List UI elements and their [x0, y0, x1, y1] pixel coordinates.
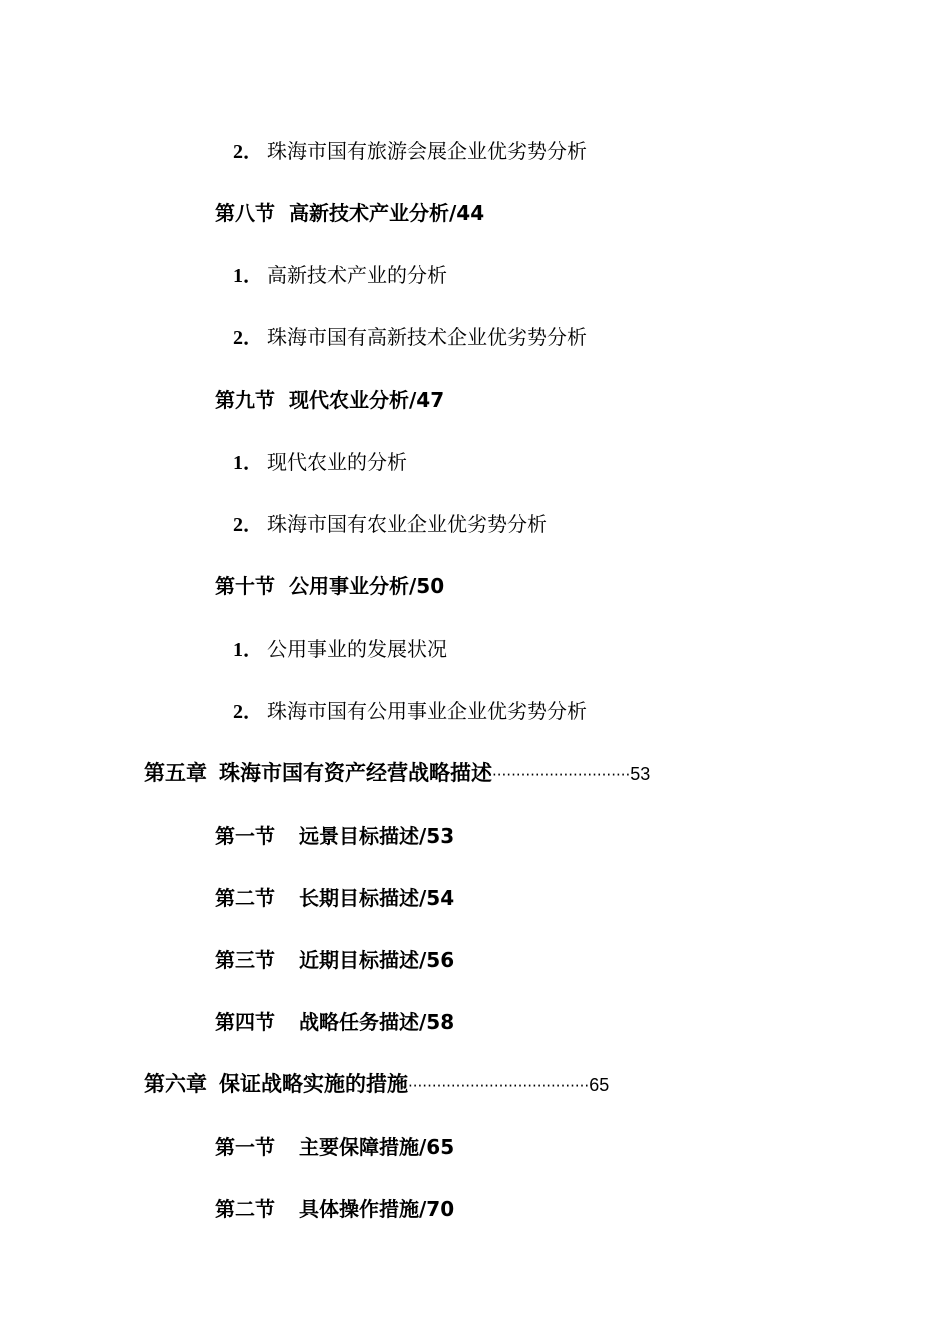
- item-number: 2．: [233, 327, 263, 349]
- item-text: 珠海市国有公用事业企业优劣势分析: [267, 699, 587, 723]
- chapter-label: 第六章: [144, 1072, 207, 1096]
- toc-item-tourism-weakness: [233, 136, 587, 167]
- item-number: 1．: [233, 265, 263, 287]
- toc-section-9: [215, 385, 444, 415]
- toc-item-hitech-weakness: [233, 322, 587, 353]
- section-label: 第三节: [215, 948, 275, 972]
- item-text: 珠海市国有农业企业优劣势分析: [267, 512, 547, 536]
- section-label: 第八节: [215, 201, 275, 225]
- section-label: 第一节: [215, 824, 275, 848]
- section-title: 主要保障措施/65: [299, 1135, 455, 1159]
- toc-section-10: [215, 571, 444, 601]
- toc-item-utility-status: [233, 634, 447, 665]
- section-title: 公用事业分析/50: [289, 574, 445, 598]
- toc-item-utility-weakness: [233, 696, 587, 727]
- item-number: 2．: [233, 701, 263, 723]
- section-title: 近期目标描述/56: [299, 948, 455, 972]
- section-title: 高新技术产业分析/44: [289, 201, 485, 225]
- chapter-title: 保证战略实施的措施: [219, 1072, 408, 1096]
- chapter-title: 珠海市国有资产经营战略描述: [219, 761, 492, 785]
- toc-ch6-section-2: [215, 1194, 454, 1224]
- toc-ch5-section-3: [215, 945, 454, 975]
- section-label: 第九节: [215, 388, 275, 412]
- toc-section-8: [215, 198, 484, 228]
- section-label: 第二节: [215, 1197, 275, 1221]
- item-number: 1．: [233, 452, 263, 474]
- item-text: 现代农业的分析: [267, 450, 407, 474]
- leader-dots: ······································: [408, 1077, 590, 1095]
- toc-ch5-section-2: [215, 883, 454, 913]
- section-title: 远景目标描述/53: [299, 824, 455, 848]
- section-label: 第十节: [215, 574, 275, 598]
- item-number: 2．: [233, 514, 263, 536]
- toc-ch5-section-1: [215, 821, 454, 851]
- section-title: 具体操作措施/70: [299, 1197, 455, 1221]
- section-title: 长期目标描述/54: [299, 886, 455, 910]
- toc-item-agri-analysis: [233, 447, 407, 478]
- section-label: 第二节: [215, 886, 275, 910]
- item-number: 1．: [233, 639, 263, 661]
- toc-item-hitech-analysis: [233, 260, 447, 291]
- section-title: 现代农业分析/47: [289, 388, 445, 412]
- item-text: 珠海市国有高新技术企业优劣势分析: [267, 325, 587, 349]
- toc-ch6-section-1: [215, 1132, 454, 1162]
- toc-chapter-5: [144, 758, 650, 790]
- section-title: 战略任务描述/58: [299, 1010, 455, 1034]
- leader-dots: ·····························: [492, 766, 631, 784]
- chapter-page: 65: [589, 1075, 610, 1095]
- item-text: 高新技术产业的分析: [267, 263, 447, 287]
- chapter-page: 53: [630, 764, 651, 784]
- chapter-label: 第五章: [144, 761, 207, 785]
- item-text: 公用事业的发展状况: [267, 637, 447, 661]
- section-label: 第四节: [215, 1010, 275, 1034]
- toc-item-agri-weakness: [233, 509, 547, 540]
- section-label: 第一节: [215, 1135, 275, 1159]
- item-number: 2．: [233, 141, 263, 163]
- item-text: 珠海市国有旅游会展企业优劣势分析: [267, 139, 587, 163]
- toc-chapter-6: [144, 1069, 609, 1101]
- toc-ch5-section-4: [215, 1007, 454, 1037]
